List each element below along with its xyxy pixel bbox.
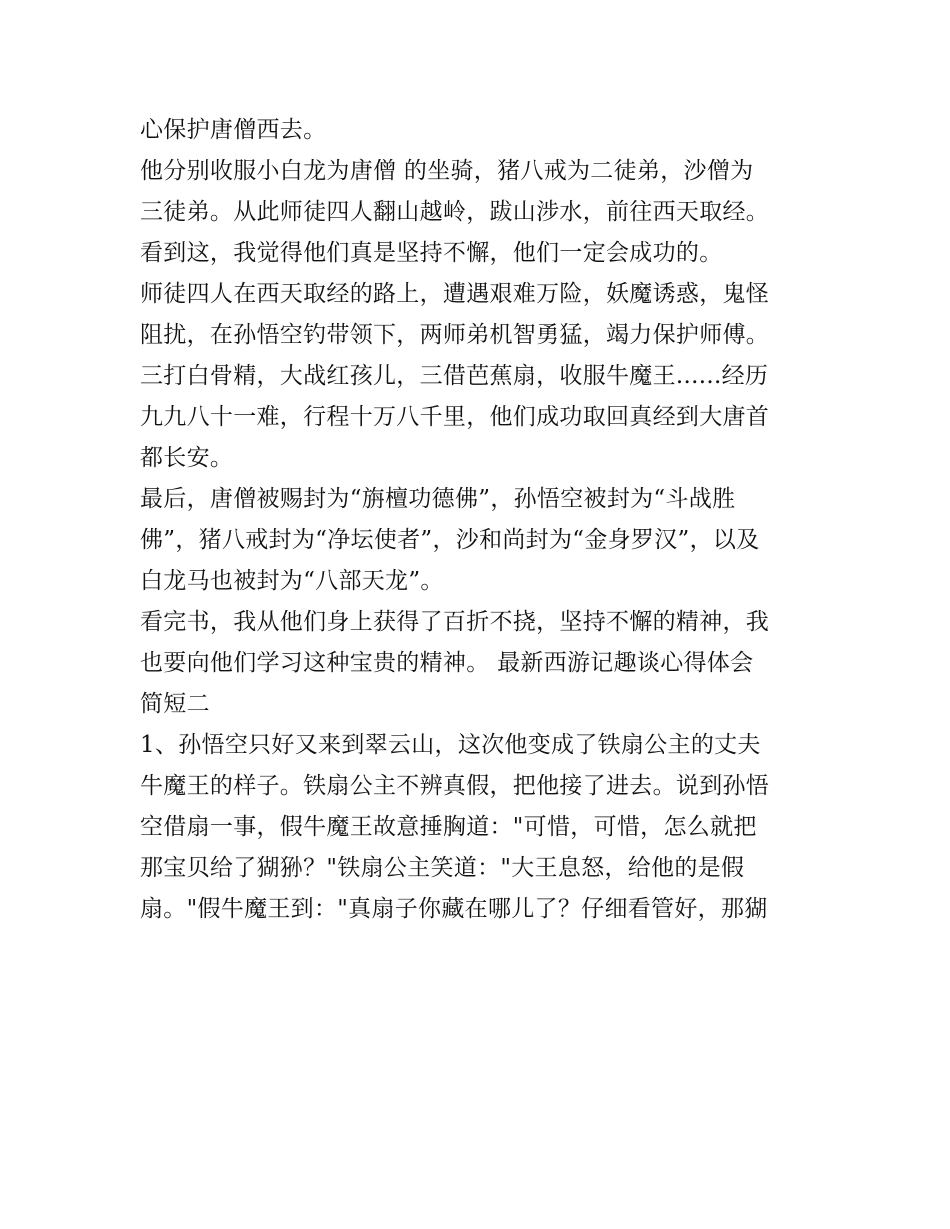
text-line: 最后，唐僧被赐封为“旃檀功德佛”，孙悟空被封为“斗战胜	[140, 486, 736, 512]
text-line: 看到这，我觉得他们真是坚持不懈，他们一定会成功的。	[140, 240, 723, 266]
text-line: 空借扇一事，假牛魔王故意捶胸道："可惜，可惜，怎么就把	[140, 814, 757, 840]
text-line: 三徒弟。从此师徒四人翻山越岭，跋山涉水，前往西天取经。	[140, 199, 770, 225]
text-line: 也要向他们学习这种宝贵的精神。 最新西游记趣谈心得体会	[140, 650, 754, 676]
text-line: 师徒四人在西天取经的路上，遭遇艰难万险，妖魔诱惑，鬼怪	[140, 281, 770, 307]
document-body	[140, 110, 820, 930]
text-line: 佛”，猪八戒封为“净坛使者”，沙和尚封为“金身罗汉”，以及	[140, 527, 760, 553]
text-line: 简短二	[140, 691, 210, 717]
text-line: 那宝贝给了猢狲？"铁扇公主笑道："大王息怒，给他的是假	[140, 855, 745, 881]
text-line: 九九八十一难，行程十万八千里，他们成功取回真经到大唐首	[140, 404, 770, 430]
text-line: 1、孙悟空只好又来到翠云山，这次他变成了铁扇公主的丈夫	[140, 732, 761, 758]
text-line: 阻扰，在孙悟空钓带领下，两师弟机智勇猛，竭力保护师傅。	[140, 322, 770, 348]
text-line: 白龙马也被封为“八部天龙”。	[140, 568, 444, 594]
text-line: 都长安。	[140, 445, 234, 471]
text-line: 三打白骨精，大战红孩儿，三借芭蕉扇，收服牛魔王......经历	[140, 363, 769, 389]
text-line: 看完书，我从他们身上获得了百折不挠，坚持不懈的精神，我	[140, 609, 770, 635]
text-line: 心保护唐僧西去。	[140, 117, 327, 143]
text-line: 牛魔王的样子。铁扇公主不辨真假，把他接了进去。说到孙悟	[140, 773, 770, 799]
text-line: 扇。"假牛魔王到："真扇子你藏在哪儿了？仔细看管好，那猢	[140, 896, 768, 922]
text-line: 他分别收服小白龙为唐僧 的坐骑，猪八戒为二徒弟，沙僧为	[140, 158, 754, 184]
